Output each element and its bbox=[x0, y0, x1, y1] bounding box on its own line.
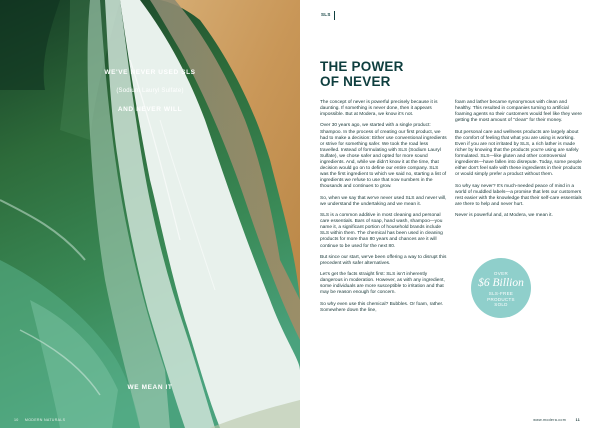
paragraph: But since our start, we've been offering a way to disrupt this precedent with safer alternatives. bbox=[320, 254, 447, 266]
badge-over: OVER bbox=[493, 271, 509, 276]
overlay-line-3: AND NEVER WILL bbox=[117, 106, 183, 113]
overlay-line-1: WE'VE NEVER USED SLS bbox=[104, 69, 196, 76]
body-column-2 bbox=[455, 100, 583, 224]
paragraph: So, when we say that we've never used SLS and never will, we understand the undertaking and we mean it. bbox=[320, 195, 447, 207]
title-line-1: THE POWER bbox=[320, 59, 404, 74]
badge-caption-line: PRODUCTS bbox=[487, 296, 515, 302]
right-folio-url: www.modera.com bbox=[533, 418, 566, 422]
paragraph: The concept of never is powerful precisely because it is daunting. If something is never done, then it appears impossible. But at Modera, we know it's not. bbox=[320, 100, 438, 118]
paragraph: SLS is a common additive in most cleaning and personal care essentials. Bars of soap, hand wash, shampoo—you name it, a significant portion of household brands include SLS within them. The chemical has been used in cleaning products for more than 80 years and chances are it will continue to be used for the next 80. bbox=[320, 213, 443, 249]
title-line-2: OF NEVER bbox=[320, 73, 391, 89]
paragraph: Never is powerful and, at Modera, we mean it. bbox=[455, 213, 553, 219]
paragraph: So why even use this chemical? Bubbles. Or foam, rather. Somewhere down the line, bbox=[320, 301, 444, 313]
section-tag: SLS bbox=[321, 12, 331, 17]
left-folio-label: MODERN NATURALS bbox=[24, 418, 66, 422]
paragraph: Over 30 years ago, we started with a single product: Shampoo. In the process of creating our first product, we had to make a decision: Either use conventional ingredients or strive for something safer. We took the road less travelled. Instead of formulating with SLS (Sodium Lauryl Sulfate), we chose safer and opted for more sound ingredients. And, while we didn't know it at the time, that decision would go on to define our entire company. SLS was the first ingredient to which we said no, starting a list of ingredients we refuse to use that now numbers in the thousands and continues to grow. bbox=[320, 123, 447, 190]
left-folio-number: 10 bbox=[14, 418, 19, 422]
section-rule bbox=[334, 11, 335, 20]
stat-badge bbox=[471, 258, 531, 318]
paragraph: foam and lather became synonymous with clean and healthy. This resulted in companies turning to artificial foaming agents so their customers would feel like they were getting the most amount of "clean" for their money. bbox=[455, 100, 582, 124]
right-folio-number: 11 bbox=[575, 418, 580, 422]
right-page bbox=[300, 0, 600, 428]
overlay-bottom: WE MEAN IT bbox=[127, 384, 173, 391]
left-folio bbox=[14, 418, 65, 422]
paragraph: Let's get the facts straight first: SLS isn't inherently dangerous in moderation. However, as with any ingredient, some individuals are more susceptible to irritation and that may be reason enough for concern. bbox=[320, 272, 445, 296]
badge-amount: $6 Billion bbox=[478, 277, 524, 289]
body-column-1 bbox=[320, 100, 448, 319]
paragraph: So why say never? It's much-needed peace of mind in a world of muddled labels—a promise that lets our customers rest easier with the knowledge that their self-care essentials are there to help and never hurt. bbox=[455, 183, 582, 207]
overlay-line-2: (Sodium Lauryl Sulfate) bbox=[116, 88, 184, 94]
paragraph: But personal care and wellness products are largely about the comfort of feeling that what you are using is working. Even if you are not irritated by SLS, a rich lather is made richer by knowing that the products you're using are safely formulated. SLS—like gluten and other controversial ingredients—have fallen into disrepute. Today, some people either don't feel safe with these ingredients in their products or would simply prefer a product without them. bbox=[455, 129, 582, 178]
badge-caption-line: SLS-FREE bbox=[488, 291, 514, 296]
badge-caption-line: SOLD bbox=[494, 302, 508, 308]
badge-caption bbox=[471, 291, 531, 308]
article-title bbox=[320, 60, 404, 89]
